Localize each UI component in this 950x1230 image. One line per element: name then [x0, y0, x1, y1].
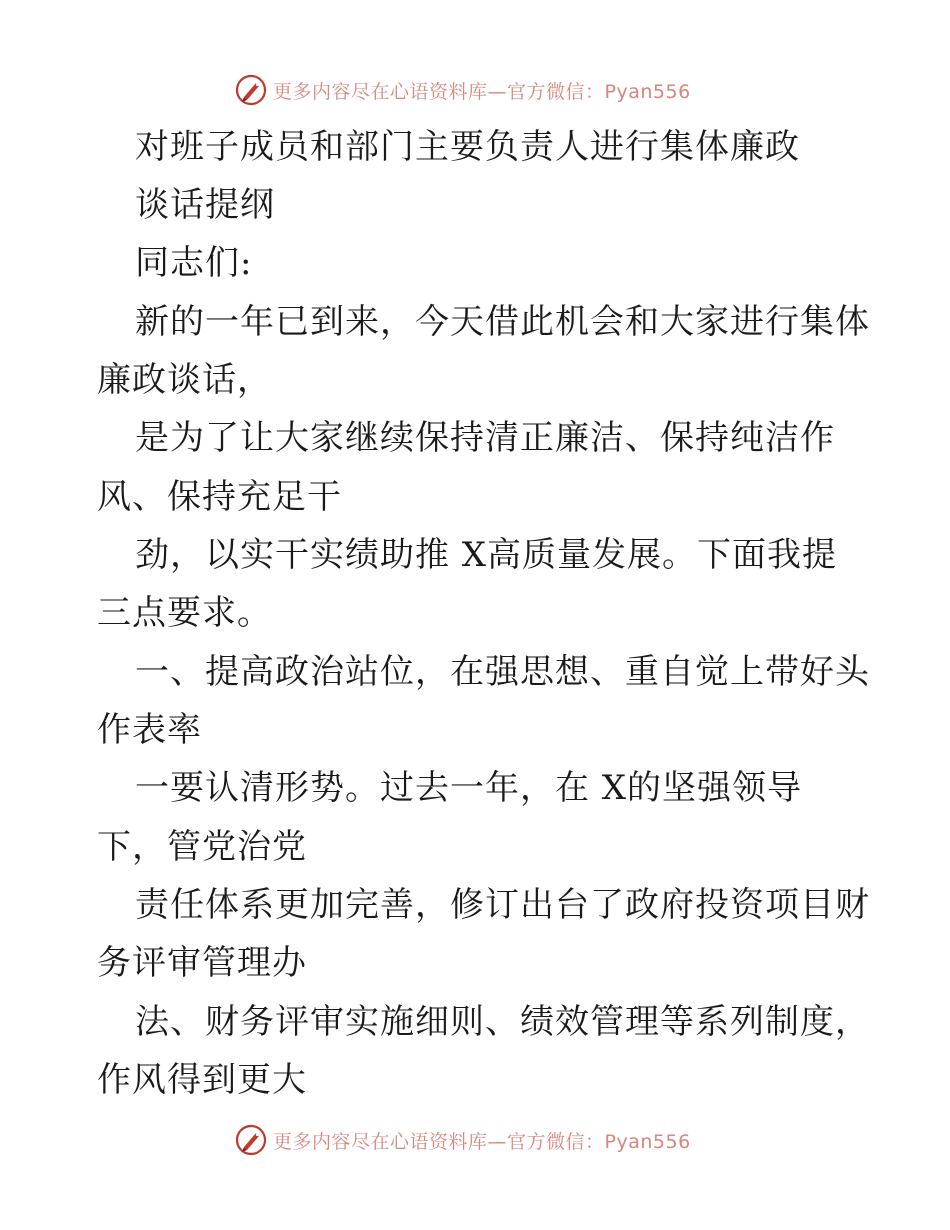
document-title-line: 谈话提纲 [135, 185, 275, 225]
pen-logo-icon [235, 1124, 267, 1156]
pen-logo-icon [235, 74, 267, 106]
paragraph-line: 劲，以实干实绩助推 X高质量发展。下面我提 [135, 535, 838, 575]
watermark-banner-bottom [235, 1122, 691, 1158]
paragraph-line: 新的一年已到来，今天借此机会和大家进行集体 [135, 302, 870, 342]
section-heading: 作表率 [97, 710, 202, 750]
paragraph-line: 廉政谈话， [97, 360, 272, 400]
paragraph-line: 法、财务评审实施细则、绩效管理等系列制度， [135, 1002, 870, 1042]
paragraph-line: 责任体系更加完善，修订出台了政府投资项目财 [135, 885, 870, 925]
paragraph-line: 是为了让大家继续保持清正廉洁、保持纯洁作 [135, 418, 835, 458]
document-title-line: 对班子成员和部门主要负责人进行集体廉政 [135, 127, 800, 167]
watermark-text: 更多内容尽在心语资料库—官方微信：Pyan556 [273, 1130, 691, 1153]
paragraph-line: 下，管党治党 [97, 827, 307, 867]
paragraph-line: 作风得到更大 [97, 1060, 307, 1100]
watermark-text: 更多内容尽在心语资料库—官方微信：Pyan556 [273, 80, 691, 103]
paragraph-line: 一要认清形势。过去一年，在 X的坚强领导 [135, 768, 803, 808]
section-heading: 一、提高政治站位，在强思想、重自觉上带好头 [135, 652, 870, 692]
salutation: 同志们: [135, 243, 253, 283]
paragraph-line: 三点要求。 [97, 593, 272, 633]
paragraph-line: 风、保持充足干 [97, 477, 342, 517]
watermark-banner-top [235, 72, 691, 108]
paragraph-line: 务评审管理办 [97, 943, 307, 983]
